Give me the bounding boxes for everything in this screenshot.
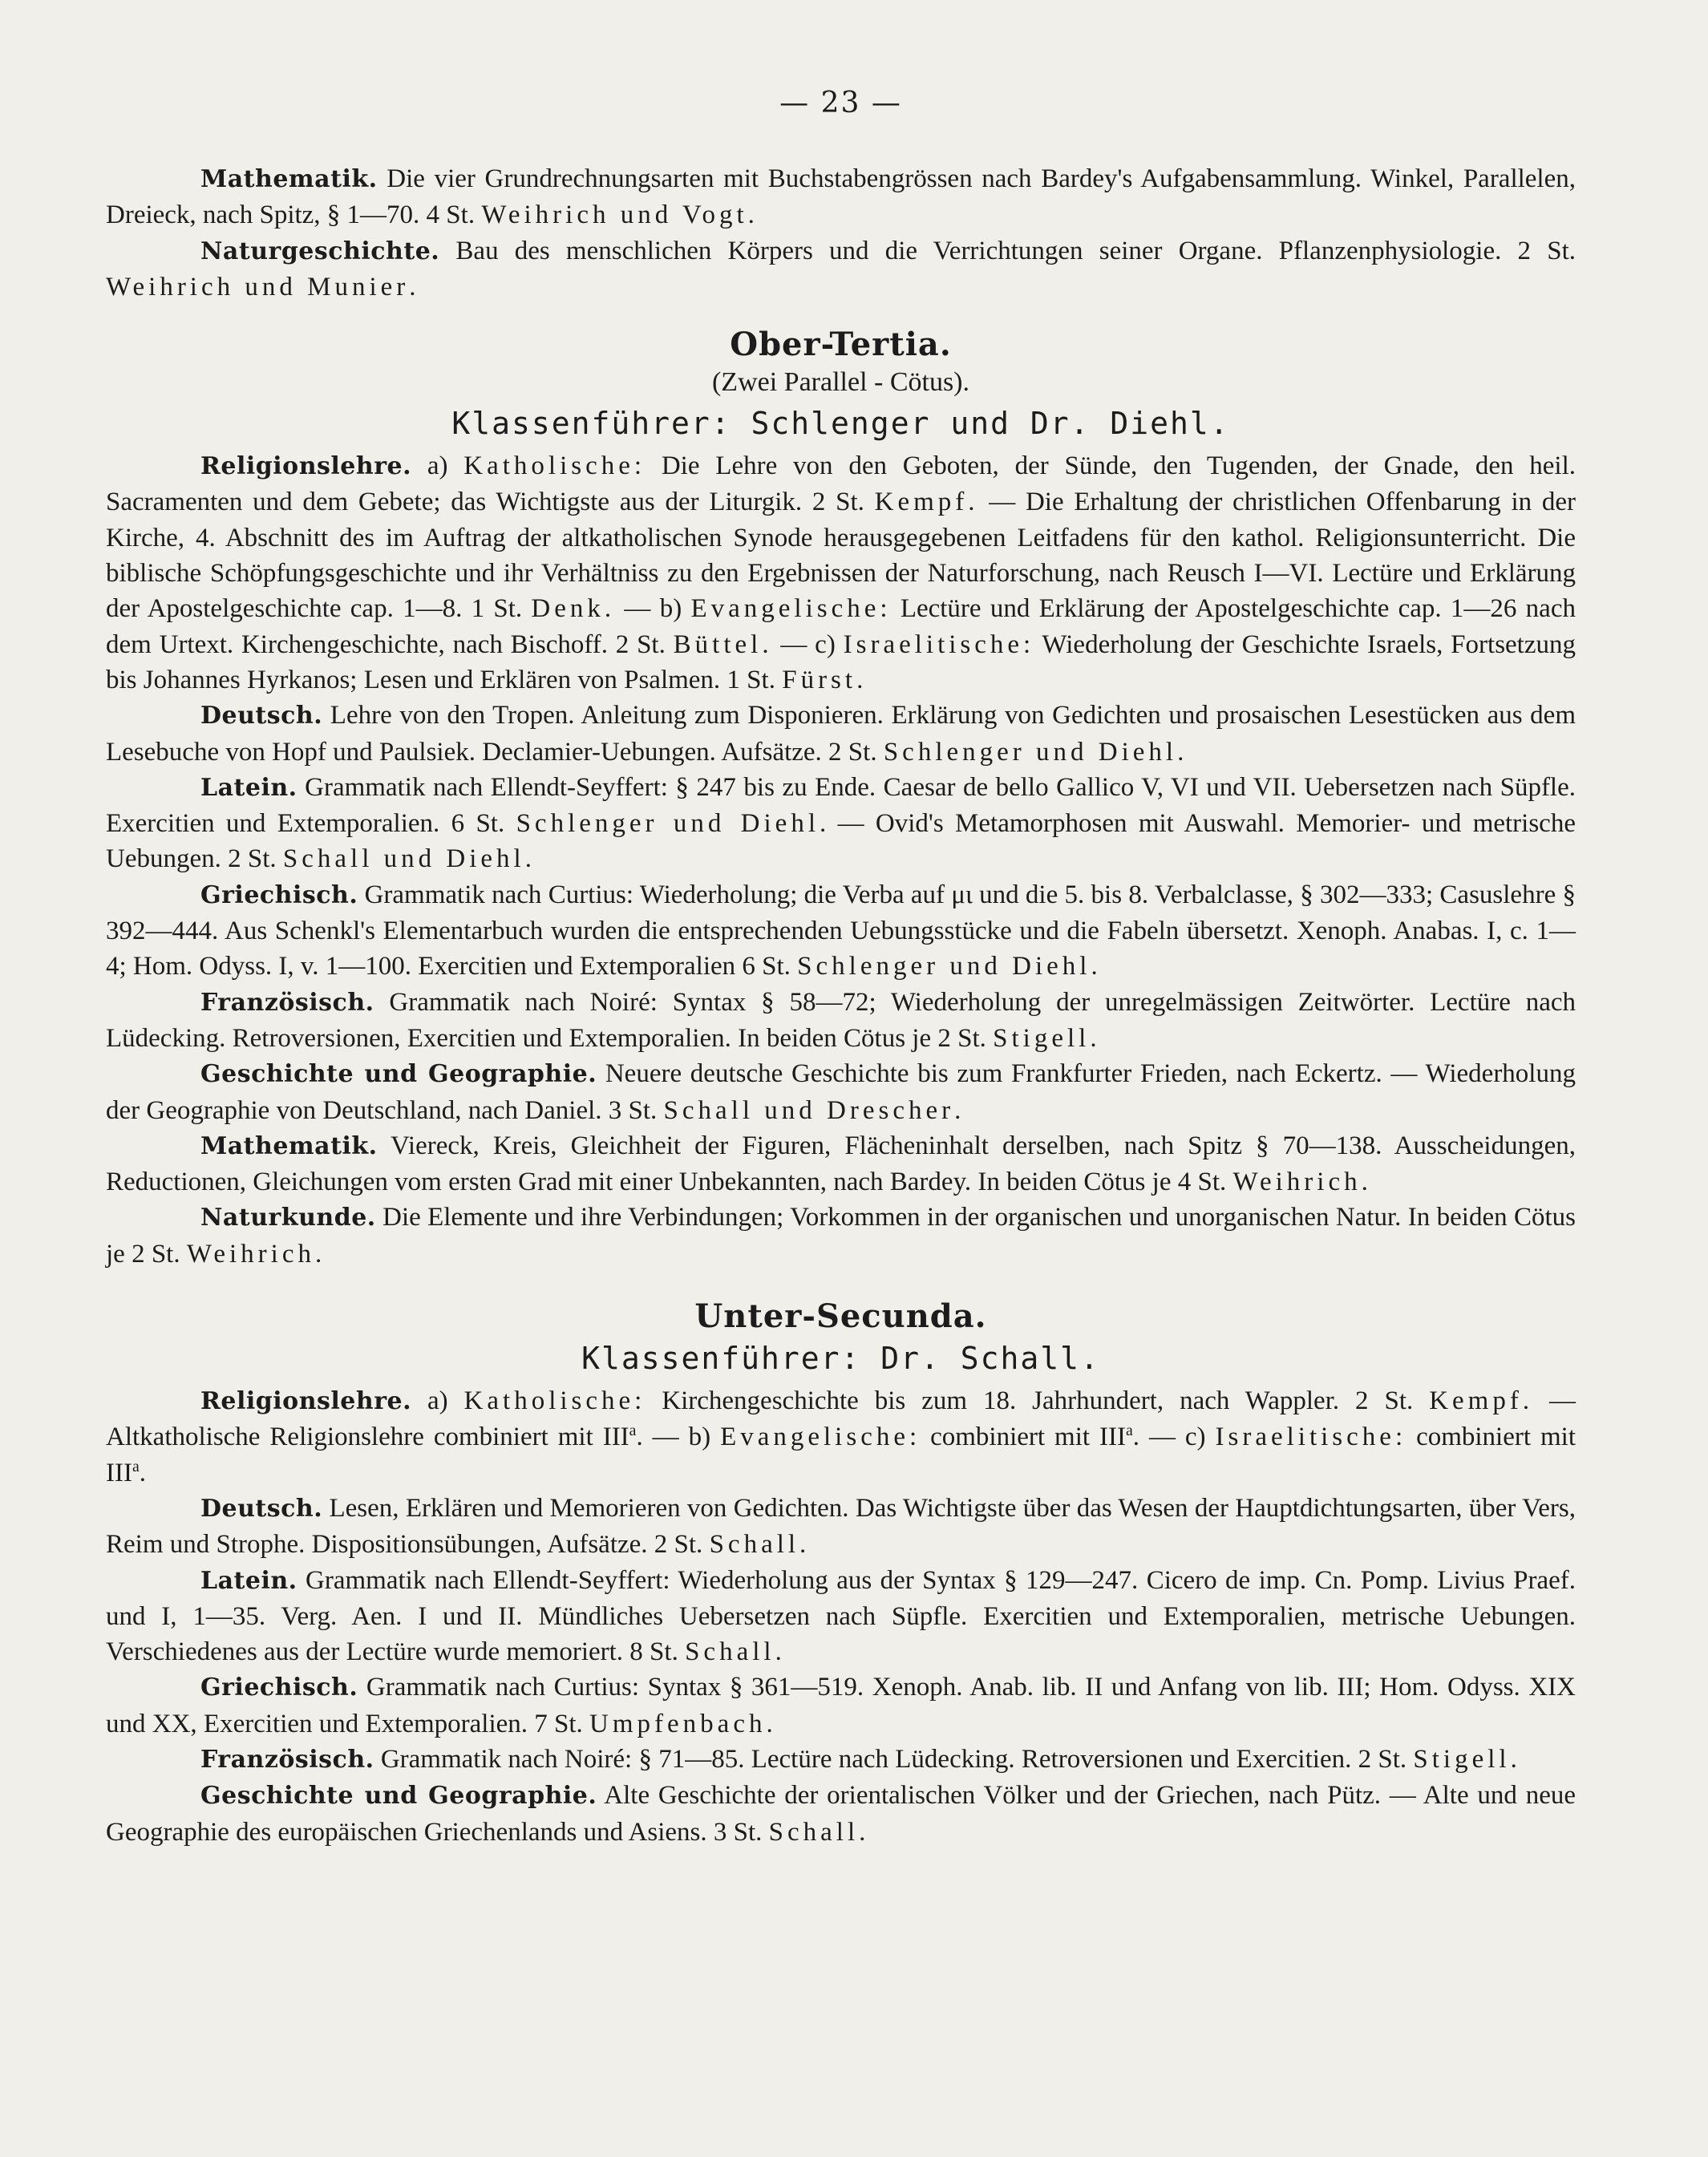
teacher-name: Schlenger und Diehl xyxy=(516,809,820,839)
paragraph-religionslehre: Religionslehre. a) Katholische: Kirchengeschichte bis zum 18. Jahrhundert, nach Wappler. 2 St. Kempf. — Altkatholische Religionslehre combiniert mit III$^a$. — b) Evangelische: combiniert mit III$^a$. — c) Israelitische: combiniert mit III$^a$. xyxy=(106,1386,1576,1487)
subject-heading: Mathematik. xyxy=(200,1131,378,1160)
paragraph-naturgeschichte-intro: Naturgeschichte. Bau des menschlichen Körpers und die Verrichtungen seiner Organe. Pflanzenphysiologie. 2 St. Weihrich und Munier. xyxy=(106,236,1576,301)
subject-heading: Französisch. xyxy=(200,1745,374,1774)
paragraph-latein: Latein. Grammatik nach Ellendt-Seyffert: § 247 bis zu Ende. Caesar de bello Gallico V, VI und VII. Uebersetzen nach Süpfle. Exercitien und Extemporalien. 6 St. Schlenger und Diehl. — Ovid's Metamorphosen mit Auswahl. Memorier- und metrische Uebungen. 2 St. Schall und Diehl. xyxy=(106,772,1576,874)
paragraph-religionslehre: Religionslehre. a) Katholische: Die Lehre von den Geboten, der Sünde, den Tugenden, der Gnade, den heil. Sacramenten und dem Gebete; das Wichtigste aus der Liturgik. 2 St. Kempf. — Die Erhaltung der christlichen Offenbarung in der Kirche, 4. Abschnitt des im Auftrag der altkatholischen Synode herausgegebenen Leitfadens für den kathol. Religionsunterricht. Die biblische Schöpfungsgeschichte und ihr Verhältniss zu den Ergebnissen der Naturforschung, nach Reusch I—VI. Lectüre und Erklärung der Apostelgeschichte cap. 1—8. 1 St. Denk. — b) Evangelische: Lectüre und Erklärung der Apostelgeschichte cap. 1—26 nach dem Urtext. Kirchengeschichte, nach Bischoff. 2 St. Büttel. — c) Israelitische: Wiederholung der Geschichte Israels, Fortsetzung bis Johannes Hyrkanos; Lesen und Erklären von Psalmen. 1 St. Fürst. xyxy=(106,451,1576,694)
paragraph-geschichte: Geschichte und Geographie. Neuere deutsche Geschichte bis zum Frankfurter Frieden, nach Eckertz. — Wiederholung der Geographie von Deutschland, nach Daniel. 3 St. Schall und Drescher. xyxy=(106,1059,1576,1125)
subject-heading: Griechisch. xyxy=(200,880,358,909)
teacher-name: Weihrich und Vogt xyxy=(481,200,748,230)
paragraph-mathematik: Mathematik. Viereck, Kreis, Gleichheit der Figuren, Flächeninhalt derselben, nach Spitz § 70—138. Ausscheidungen, Reductionen, Gleichungen vom ersten Grad mit einer Unbekannten, nach Bardey. In beiden Cötus je 4 St. Weihrich. xyxy=(106,1131,1576,1197)
paragraph-latein: Latein. Grammatik nach Ellendt-Seyffert: Wiederholung aus der Syntax § 129—247. Cicero de imp. Cn. Pomp. Livius Praef. und I, 1—35. Verg. Aen. I und II. Mündliches Uebersetzen nach Süpfle. Exercitien und Extemporalien, metrische Uebungen. Verschiedenes aus der Lectüre wurde memoriert. 8 St. Schall. xyxy=(106,1565,1576,1667)
section-subtitle: (Zwei Parallel - Cötus). xyxy=(711,367,970,398)
teacher-name: Schall xyxy=(709,1530,800,1560)
subject-heading: Religionslehre. xyxy=(200,452,412,481)
teacher-name: Schall und Drescher xyxy=(663,1095,955,1125)
teacher-name: Umpfenbach xyxy=(589,1709,767,1738)
paragraph-geschichte: Geschichte und Geographie. Alte Geschichte der orientalischen Völker und der Griechen, nach Pütz. — Alte und neue Geographie des europäischen Griechenlands und Asiens. 3 St. Schall. xyxy=(106,1781,1576,1847)
subject-heading: Deutsch. xyxy=(200,702,323,730)
subject-heading: Latein. xyxy=(200,773,297,802)
section-unter-secunda xyxy=(106,1297,1576,1850)
teacher-name: Stigell xyxy=(1413,1744,1511,1774)
paragraph-naturkunde: Naturkunde. Die Elemente und ihre Verbindungen; Vorkommen in der organischen und unorganischen Natur. In beiden Cötus je 2 St. Weihrich. xyxy=(106,1203,1576,1269)
subject-heading: Geschichte und Geographie. xyxy=(200,1060,597,1089)
subject-heading: Französisch. xyxy=(200,988,374,1017)
teacher-name: Schall xyxy=(768,1817,860,1847)
section-title: Ober-Tertia. xyxy=(730,326,952,364)
subject-heading: Latein. xyxy=(200,1566,297,1595)
teacher-name: Weihrich und Munier xyxy=(106,272,410,301)
teacher-name: Weihrich xyxy=(1232,1168,1362,1197)
subject-heading: Griechisch. xyxy=(200,1673,358,1702)
paragraph-deutsch: Deutsch. Lehre von den Tropen. Anleitung zum Disponieren. Erklärung von Gedichten und prosaischen Lesestücken aus dem Lesebuche von Hopf und Paulsiek. Declamier-Uebungen. Aufsätze. 2 St. Schlenger und Diehl. xyxy=(106,701,1576,767)
subject-heading: Deutsch. xyxy=(200,1494,323,1523)
paragraph-mathematik-intro: Mathematik. Die vier Grundrechnungsarten mit Buchstabengrössen nach Bardey's Aufgabensammlung. Winkel, Parallelen, Dreieck, nach Spitz, § 1—70. 4 St. Weihrich und Vogt. xyxy=(106,164,1576,230)
teacher-name: Fürst. xyxy=(782,665,868,694)
subject-heading: Mathematik. xyxy=(200,165,378,193)
subject-heading: Religionslehre. xyxy=(200,1387,412,1416)
teacher-name: Stigell xyxy=(993,1023,1091,1053)
section-ober-tertia xyxy=(106,326,1576,1272)
paragraph-griechisch: Griechisch. Grammatik nach Curtius: Syntax § 361—519. Xenoph. Anab. lib. II und Anfang von lib. III; Hom. Odyss. XIX und XX, Exercitien und Extemporalien. 7 St. Umpfenbach. xyxy=(106,1673,1576,1738)
teacher-name: Schall xyxy=(685,1637,775,1667)
class-leader: Klassenführer: Dr. Schall. xyxy=(581,1341,1100,1377)
section-title: Unter-Secunda. xyxy=(694,1297,987,1336)
teacher-name: Schlenger und Diehl xyxy=(883,737,1178,767)
paragraph-franzoesisch: Französisch. Grammatik nach Noiré: Syntax § 58—72; Wiederholung der unregelmässigen Zeitwörter. Lectüre nach Lüdecking. Retroversionen, Exercitien und Extemporalien. In beiden Cötus je 2 St. Stigell. xyxy=(106,987,1576,1053)
teacher-name: Denk. xyxy=(531,594,616,624)
teacher-name: Schall und Diehl xyxy=(282,844,525,874)
teacher-name: Weihrich xyxy=(186,1239,315,1269)
subject-heading: Geschichte und Geographie. xyxy=(200,1782,597,1811)
page-number: — 23 — xyxy=(779,87,902,119)
class-leader: Klassenführer: Schlenger und Dr. Diehl. xyxy=(451,406,1230,442)
paragraph-franzoesisch: Französisch. Grammatik nach Noiré: § 71—85. Lectüre nach Lüdecking. Retroversionen und Exercitien. 2 St. Stigell. xyxy=(200,1744,1517,1774)
teacher-name: Kempf. xyxy=(1429,1386,1534,1416)
teacher-name: Büttel. xyxy=(673,629,773,659)
paragraph-deutsch: Deutsch. Lesen, Erklären und Memorieren von Gedichten. Das Wichtigste über das Wesen der Hauptdichtungsarten, über Vers, Reim und Strophe. Dispositionsübungen, Aufsätze. 2 St. Schall. xyxy=(106,1493,1576,1560)
paragraph-griechisch: Griechisch. Grammatik nach Curtius: Wiederholung; die Verba auf μι und die 5. bis 8. Verbalclasse, § 302—333; Casuslehre § 392—444. Aus Schenkl's Elementarbuch wurden die entsprechenden Uebungsstücke und die Fabeln übersetzt. Xenoph. Anabas. I, c. 1—4; Hom. Odyss. I, v. 1—100. Exercitien und Extemporalien 6 St. Schlenger und Diehl. xyxy=(106,880,1576,981)
subject-heading: Naturgeschichte. xyxy=(200,237,440,265)
teacher-name: Kempf. xyxy=(874,488,979,517)
subject-heading: Naturkunde. xyxy=(200,1204,376,1232)
teacher-name: Schlenger und Diehl xyxy=(797,952,1091,981)
